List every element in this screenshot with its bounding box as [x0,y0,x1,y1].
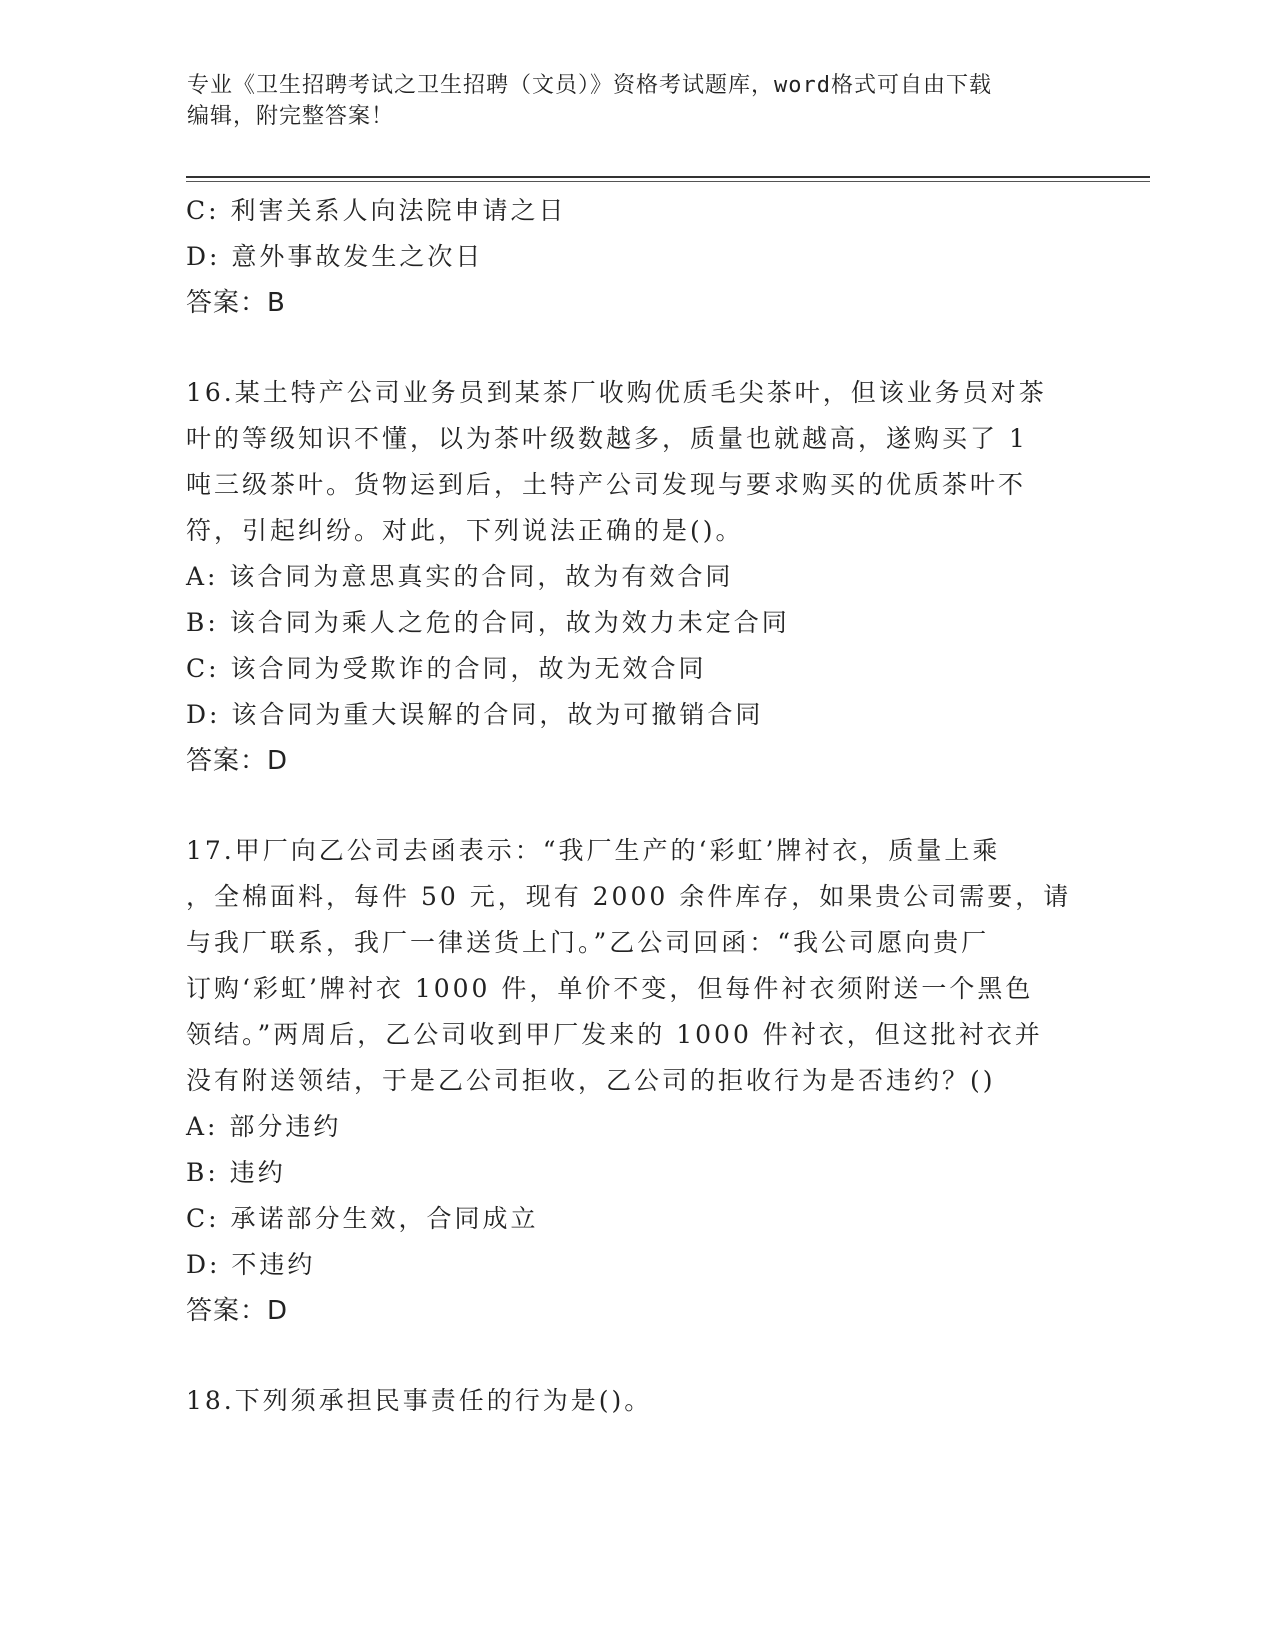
option-c: C: 该合同为受欺诈的合同，故为无效合同 [186,654,707,683]
option-d: D: 意外事故发生之次日 [186,242,484,271]
question-16 [186,370,1086,784]
question-text-line: 订购‘彩虹’牌衬衣 1000 件，单价不变，但每件衬衣须附送一个黑色 [186,974,1034,1003]
header-divider-thin [186,181,1150,182]
question-text-line: 17.甲厂向乙公司去函表示：“我厂生产的‘彩虹’牌衬衣，质量上乘 [186,836,1001,865]
option-c: C: 利害关系人向法院申请之日 [186,196,567,225]
option-c: C: 承诺部分生效，合同成立 [186,1204,539,1233]
question-text-line: 吨三级茶叶。货物运到后，土特产公司发现与要求购买的优质茶叶不 [186,470,1027,499]
header-divider [186,176,1150,178]
question-text-line: 叶的等级知识不懂，以为茶叶级数越多，质量也就越高，遂购买了 1 [186,424,1028,453]
header-line-1: 专业《卫生招聘考试之卫生招聘（文员）》资格考试题库，word格式可自由下载 [187,73,992,98]
option-a: A: 部分违约 [186,1112,342,1141]
question-17 [186,828,1086,1334]
question-text-line: 领结。”两周后，乙公司收到甲厂发来的 1000 件衬衣，但这批衬衣并 [186,1020,1043,1049]
question-text-line: 与我厂联系，我厂一律送货上门。”乙公司回函：“我公司愿向贵厂 [186,928,990,957]
option-b: B: 该合同为乘人之危的合同，故为效力未定合同 [186,608,790,637]
question-18 [186,1378,1086,1424]
answer-label: 答案：D [186,1296,289,1326]
question-15-tail [186,188,1086,326]
question-text-line: 18.下列须承担民事责任的行为是()。 [186,1386,653,1415]
answer-label: 答案：B [186,288,286,318]
question-text-line: 符，引起纠纷。对此，下列说法正确的是()。 [186,516,744,545]
question-text-line: 16.某土特产公司业务员到某茶厂收购优质毛尖茶叶，但该业务员对茶 [186,378,1047,407]
document-body [186,188,1086,1424]
question-text-line: 没有附送领结，于是乙公司拒收，乙公司的拒收行为是否违约？() [186,1066,996,1095]
option-d: D: 不违约 [186,1250,316,1279]
page-header [187,70,1087,132]
option-a: A: 该合同为意思真实的合同，故为有效合同 [186,562,734,591]
question-text-line: ，全棉面料，每件 50 元，现有 2000 余件库存，如果贵公司需要，请 [186,882,1072,911]
answer-label: 答案：D [186,746,289,776]
header-line-2: 编辑，附完整答案！ [187,104,395,129]
option-d: D: 该合同为重大误解的合同，故为可撤销合同 [186,700,764,729]
spacer [186,784,1086,828]
option-b: B: 违约 [186,1158,286,1187]
spacer [186,1334,1086,1378]
spacer [186,326,1086,370]
